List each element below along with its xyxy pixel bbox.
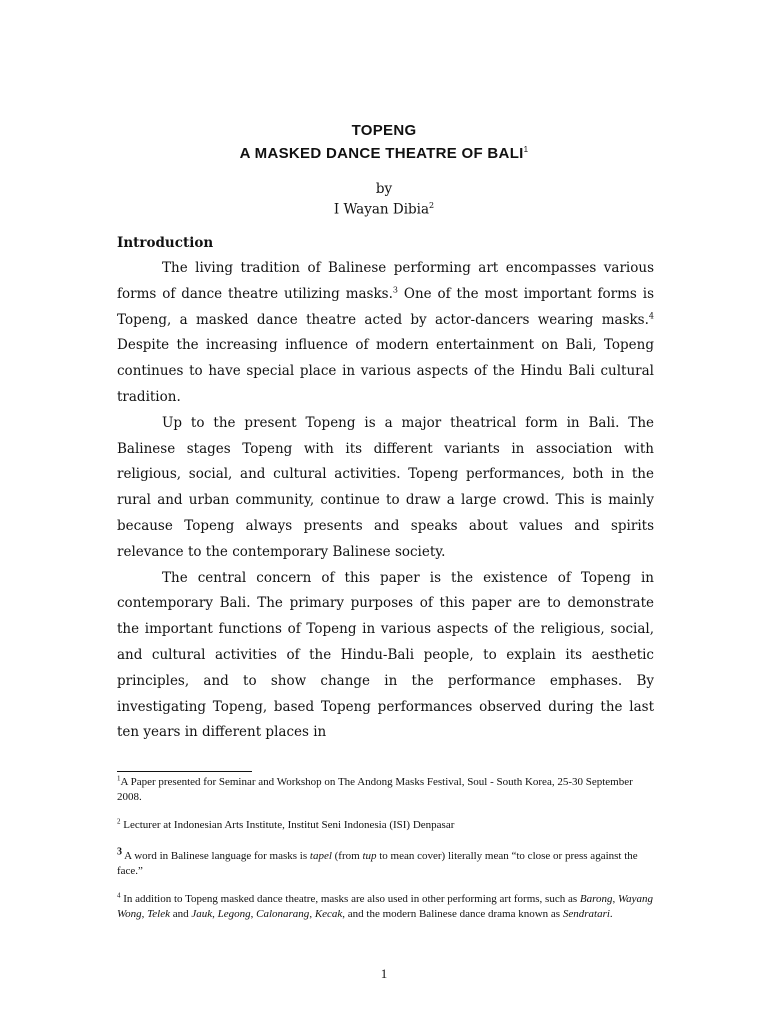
- body-text: [117, 256, 654, 746]
- footnote-3-text-b: (from: [331, 850, 363, 862]
- footnote-2: [117, 818, 657, 833]
- term-barong: Barong: [579, 893, 613, 905]
- term-tapel: tapel: [309, 850, 332, 862]
- term-legong: Legong: [217, 908, 251, 920]
- footnote-ref-1: 1: [523, 145, 529, 154]
- footnote-3-text-a: A word in Balinese language for masks is: [122, 850, 310, 862]
- footnote-3-text-c: to mean cover) literally mean “to close or press against the face.”: [117, 850, 638, 877]
- paragraph-1-part-b: One of the most important forms is Topeng, a masked dance theatre acted by actor-dancers wearing masks.: [117, 285, 654, 328]
- title-line-1: TOPENG: [351, 122, 417, 139]
- title-main: A MASKED DANCE THEATRE OF BALI: [239, 145, 524, 162]
- paragraph-3: The central concern of this paper is the existence of Topeng in contemporary Bali. The primary purposes of this paper are to demonstrate the important functions of Topeng in various aspects of the religious, social, and cultural activities of the Hindu-Bali people, to explain its aesthetic principles, and to show change in the performance emphases. By investigating Topeng, based Topeng performances observed during the last ten years in different places in: [117, 569, 654, 741]
- footnote-1: [117, 775, 657, 805]
- byline-by: by: [375, 181, 393, 197]
- separator: ,: [250, 908, 257, 920]
- footnote-ref-4: 4: [648, 311, 654, 321]
- footnote-2-text: Lecturer at Indonesian Arts Institute, Institut Seni Indonesia (ISI) Denpasar: [120, 819, 455, 831]
- term-tup: tup: [362, 850, 377, 862]
- footnote-ref-2: 2: [429, 201, 435, 210]
- paragraph-1: [117, 256, 654, 411]
- footnote-1-text: A Paper presented for Seminar and Workshop on The Andong Masks Festival, Soul - South Korea, 25-30 September 2008.: [117, 776, 633, 803]
- footnote-2-number: 2: [117, 817, 121, 826]
- author-name: I Wayan Dibia: [333, 201, 430, 218]
- footnote-4-text-a: In addition to Topeng masked dance theatre, masks are also used in other performing art forms, such as: [120, 893, 580, 905]
- footnote-1-number: 1: [117, 774, 121, 783]
- byline-author: [0, 201, 768, 218]
- footnote-4: [117, 892, 657, 922]
- separator: ,: [612, 893, 618, 905]
- footnote-4-number: 4: [117, 891, 121, 900]
- footnote-divider: [117, 771, 252, 772]
- term-sendratari: Sendratari: [562, 908, 610, 920]
- footnote-ref-3: 3: [392, 285, 398, 295]
- separator: ,: [212, 908, 218, 920]
- separator: ,: [309, 908, 315, 920]
- paragraph-1-part-c: Despite the increasing influence of modern entertainment on Bali, Topeng continues to have special place in various aspects of the Hindu Bali cultural tradition.: [117, 337, 654, 405]
- term-wayang-wong: Wayang Wong: [117, 893, 654, 920]
- page-number: 1: [380, 966, 388, 981]
- term-kecak: Kecak: [314, 908, 343, 920]
- footnote-4-text-b: , and the modern Balinese dance drama known as: [342, 908, 563, 920]
- term-telek: Telek: [147, 908, 170, 920]
- footnote-3-number: 3: [117, 846, 122, 858]
- title-line-2: [0, 145, 768, 162]
- footnote-3: [117, 846, 657, 879]
- term-calonarang: Calonarang: [256, 908, 310, 920]
- separator: and: [169, 908, 192, 920]
- term-jauk: Jauk: [191, 908, 213, 920]
- separator: ,: [141, 908, 148, 920]
- period: .: [609, 908, 613, 920]
- section-heading: Introduction: [117, 235, 214, 251]
- paragraph-2: Up to the present Topeng is a major theatrical form in Bali. The Balinese stages Topeng with its different variants in association with religious, social, and cultural activities. Topeng performances, both in the rural and urban community, continue to draw a large crowd. This is mainly because Topeng always presents and speaks about values and spirits relevance to the contemporary Balinese society.: [117, 414, 654, 560]
- paragraph-1-part-a: The living tradition of Balinese performing art encompasses various forms of dance theatre utilizing masks.: [117, 260, 654, 302]
